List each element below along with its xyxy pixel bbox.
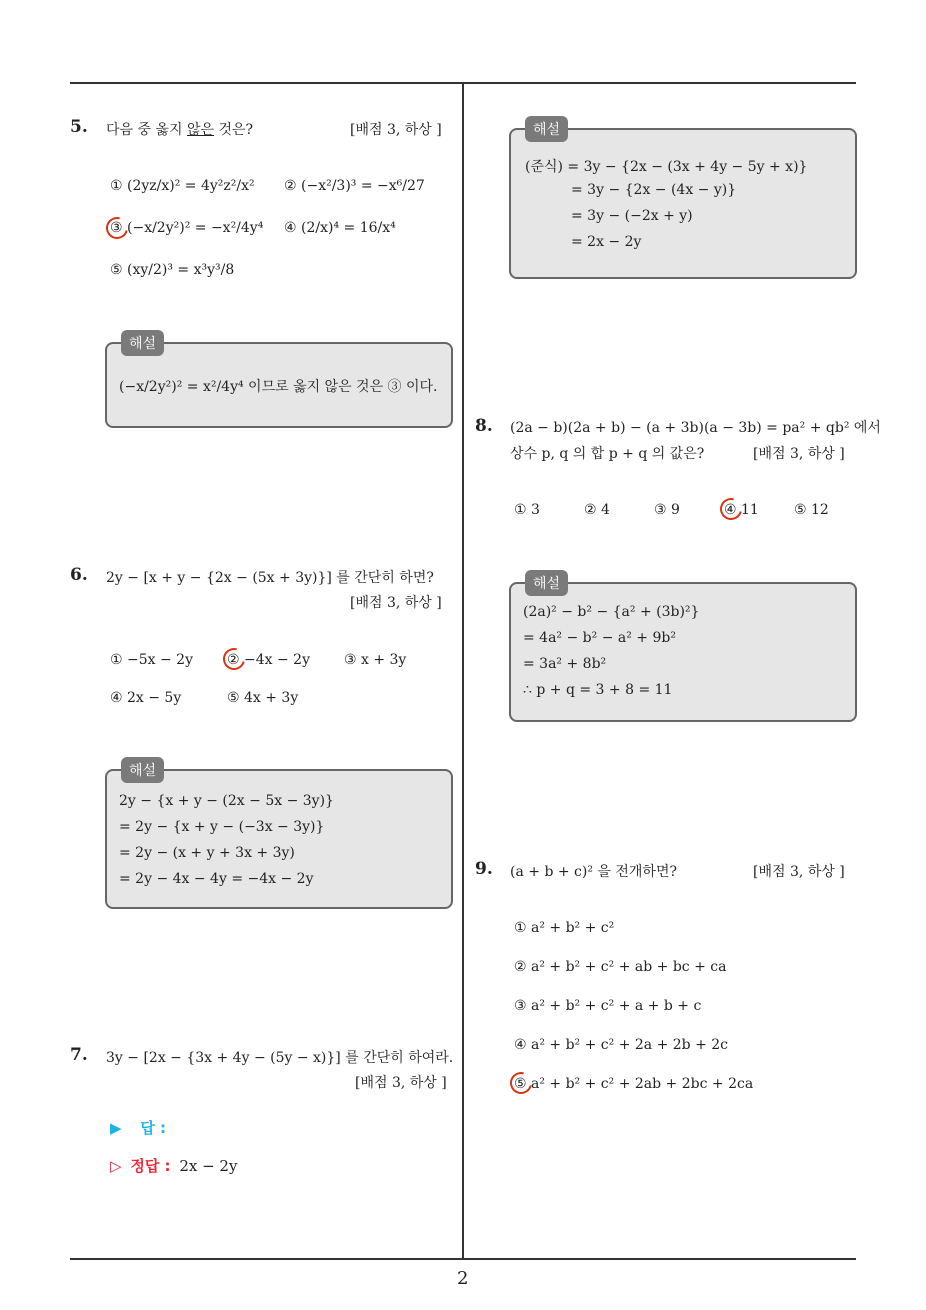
- q5-option-3[interactable]: ③ (−x/2y²)² = −x²/4y⁴: [110, 220, 264, 236]
- q9-meta: [배점 3, 하상 ]: [753, 864, 845, 880]
- q6-option-2[interactable]: ② −4x − 2y: [227, 652, 310, 668]
- q9-number: 9.: [475, 859, 493, 879]
- explanation-tag: 해설: [121, 757, 164, 783]
- q6-explanation-box: [105, 763, 453, 909]
- q9-text: (a + b + c)² 을 전개하면?: [510, 864, 677, 880]
- q7-text: 3y − [2x − {3x + 4y − (5y − x)}] 를 간단히 하여라.: [106, 1050, 454, 1066]
- q8-option-3[interactable]: ③ 9: [654, 502, 680, 518]
- correct-answer-row: [110, 1155, 237, 1176]
- q6-explanation-line: = 2y − {x + y − (−3x − 3y)}: [119, 819, 325, 835]
- q9-option-5[interactable]: ⑤ a² + b² + c² + 2ab + 2bc + 2ca: [514, 1076, 754, 1092]
- q6-text: 2y − [x + y − {2x − (5x + 3y)}] 를 간단히 하면?: [106, 570, 434, 586]
- q8-number: 8.: [475, 416, 493, 436]
- q8-option-5[interactable]: ⑤ 12: [794, 502, 829, 518]
- q9-option-2[interactable]: ② a² + b² + c² + ab + bc + ca: [514, 959, 727, 975]
- q5-option-1[interactable]: ① (2yz/x)² = 4y²z²/x²: [110, 178, 255, 194]
- q5-option-4[interactable]: ④ (2/x)⁴ = 16/x⁴: [284, 220, 396, 236]
- q8-explanation-line: = 4a² − b² − a² + 9b²: [523, 630, 676, 646]
- q6-explanation-line: 2y − {x + y − (2x − 5x − 3y)}: [119, 793, 334, 809]
- q9-option-1[interactable]: ① a² + b² + c²: [514, 920, 615, 936]
- q6-explanation-line: = 2y − 4x − 4y = −4x − 2y: [119, 871, 314, 887]
- q7-explanation-line: = 3y − {2x − (4x − y)}: [571, 182, 737, 198]
- selected-mark-circle: [219, 644, 249, 674]
- q7-explanation-line: = 3y − (−2x + y): [571, 208, 693, 224]
- q6-meta: [배점 3, 하상 ]: [350, 595, 442, 611]
- q6-option-3[interactable]: ③ x + 3y: [344, 652, 407, 668]
- correct-value: 2x − 2y: [179, 1157, 238, 1175]
- q6-option-1[interactable]: ① −5x − 2y: [110, 652, 193, 668]
- q7-explanation-line: (준식) = 3y − {2x − (3x + 4y − 5y + x)}: [525, 159, 808, 175]
- q7-explanation-line: = 2x − 2y: [571, 234, 642, 250]
- q8-option-2[interactable]: ② 4: [584, 502, 610, 518]
- selected-mark-circle: [102, 213, 132, 243]
- q5-text: [106, 119, 253, 139]
- answer-label: 답 :: [140, 1119, 167, 1137]
- q8-explanation-box: [509, 576, 857, 722]
- play-arrow-icon: ▶: [110, 1119, 122, 1137]
- q5-option-2[interactable]: ② (−x²/3)³ = −x⁶/27: [284, 178, 425, 194]
- q5-explanation-box: [105, 336, 453, 428]
- explanation-tag: 해설: [121, 330, 164, 356]
- q6-explanation-line: = 2y − (x + y + 3x + 3y): [119, 845, 295, 861]
- q8-explanation-line: (2a)² − b² − {a² + (3b)²}: [523, 604, 700, 620]
- q8-text-line2: 상수 p, q 의 합 p + q 의 값은?: [510, 446, 705, 462]
- explanation-tag: 해설: [525, 570, 568, 596]
- q7-explanation-box: [509, 122, 857, 279]
- correct-label: 정답 :: [130, 1157, 171, 1175]
- q9-option-3[interactable]: ③ a² + b² + c² + a + b + c: [514, 998, 702, 1014]
- q6-number: 6.: [70, 565, 88, 585]
- q9-option-4[interactable]: ④ a² + b² + c² + 2a + 2b + 2c: [514, 1037, 729, 1053]
- q8-meta: [배점 3, 하상 ]: [753, 446, 845, 462]
- outline-arrow-icon: ▷: [110, 1157, 122, 1175]
- bottom-rule: [70, 1258, 856, 1260]
- q8-option-1[interactable]: ① 3: [514, 502, 540, 518]
- column-divider: [462, 84, 464, 1259]
- q7-meta: [배점 3, 하상 ]: [355, 1075, 447, 1091]
- answer-row: [110, 1117, 166, 1138]
- q5-text-underlined: 않은: [186, 122, 215, 138]
- q8-text-line1: (2a − b)(2a + b) − (a + 3b)(a − 3b) = pa² + qb² 에서: [510, 420, 881, 436]
- q5-number: 5.: [70, 117, 88, 137]
- explanation-tag: 해설: [525, 116, 568, 142]
- q6-option-5[interactable]: ⑤ 4x + 3y: [227, 690, 299, 706]
- q5-option-5[interactable]: ⑤ (xy/2)³ = x³y³/8: [110, 262, 235, 278]
- page-number: 2: [457, 1268, 469, 1289]
- q5-text-after: 것은?: [214, 122, 254, 138]
- selected-mark-circle: [506, 1068, 536, 1098]
- q6-option-4[interactable]: ④ 2x − 5y: [110, 690, 182, 706]
- q8-option-4[interactable]: ④ 11: [724, 502, 759, 518]
- q5-meta: [배점 3, 하상 ]: [350, 122, 442, 138]
- q5-text-before: 다음 중 옳지: [106, 122, 187, 138]
- q8-explanation-line: ∴ p + q = 3 + 8 = 11: [523, 682, 673, 698]
- q7-number: 7.: [70, 1045, 88, 1065]
- q8-explanation-line: = 3a² + 8b²: [523, 656, 607, 672]
- q5-explanation-text: (−x/2y²)² = x²/4y⁴ 이므로 옳지 않은 것은 ③ 이다.: [119, 379, 438, 395]
- selected-mark-circle: [716, 494, 746, 524]
